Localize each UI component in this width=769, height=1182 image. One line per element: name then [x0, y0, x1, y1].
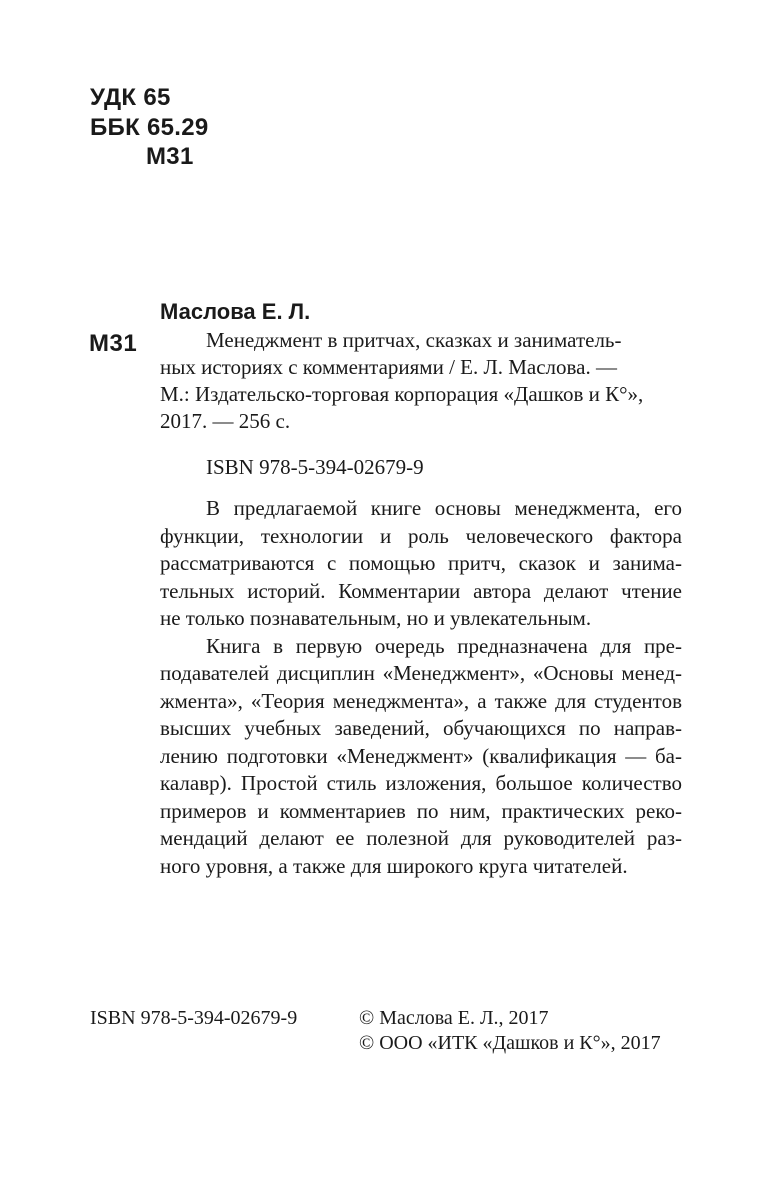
description-line: ных историях с комментариями / Е. Л. Маслова. — [160, 355, 617, 379]
annotation-line: не только познавательным, но и увлекательным. [160, 606, 592, 630]
annotation-line: калавр). Простой стиль изложения, большое количество [160, 771, 682, 795]
description-line: Менеджмент в притчах, сказках и заниматель- [206, 328, 622, 352]
annotation-line: тельных историй. Комментарии автора делают чтение [160, 578, 682, 603]
annotation-line: мендаций делают ее полезной для руководителей раз- [160, 826, 682, 850]
annotation-line: подавателей дисциплин «Менеджмент», «Основы менед- [160, 661, 682, 685]
annotation-line: рассматриваются с помощью притч, сказок и занима- [160, 551, 682, 575]
bbk-code: ББК 65.29 [90, 114, 209, 141]
annotation-line: лению подготовки «Менеджмент» (квалификация — ба- [160, 743, 682, 768]
copyright-author: © Маслова Е. Л., 2017 [359, 1007, 549, 1029]
annotation-line: В предлагаемой книге основы менеджмента, его [206, 496, 682, 520]
annotation-line: Книга в первую очередь предназначена для пре- [206, 633, 682, 658]
annotation-line: примеров и комментариев по ним, практических реко- [160, 798, 682, 823]
footer-isbn: ISBN 978-5-394-02679-9 [90, 1007, 298, 1029]
udk-code: УДК 65 [90, 84, 171, 111]
annotation [160, 495, 682, 880]
annotation-line: жмента», «Теория менеджмента», а также для студентов [160, 688, 682, 713]
annotation-line: ного уровня, а также для широкого круга читателей. [160, 853, 628, 878]
author-code-top: М31 [146, 143, 194, 170]
copyright-publisher: © ООО «ИТК «Дашков и К°», 2017 [359, 1032, 661, 1054]
isbn-record: ISBN 978-5-394-02679-9 [206, 455, 424, 479]
author-code-side: М31 [89, 330, 138, 357]
annotation-line: высших учебных заведений, обучающихся по направ- [160, 716, 682, 740]
author-heading: Маслова Е. Л. [160, 299, 311, 324]
bibliographic-description [160, 327, 680, 435]
annotation-line: функции, технологии и роль человеческого фактора [160, 523, 682, 548]
description-line: 2017. — 256 с. [160, 409, 291, 433]
description-line: М.: Издательско-торговая корпорация «Дашков и К°», [160, 382, 644, 406]
